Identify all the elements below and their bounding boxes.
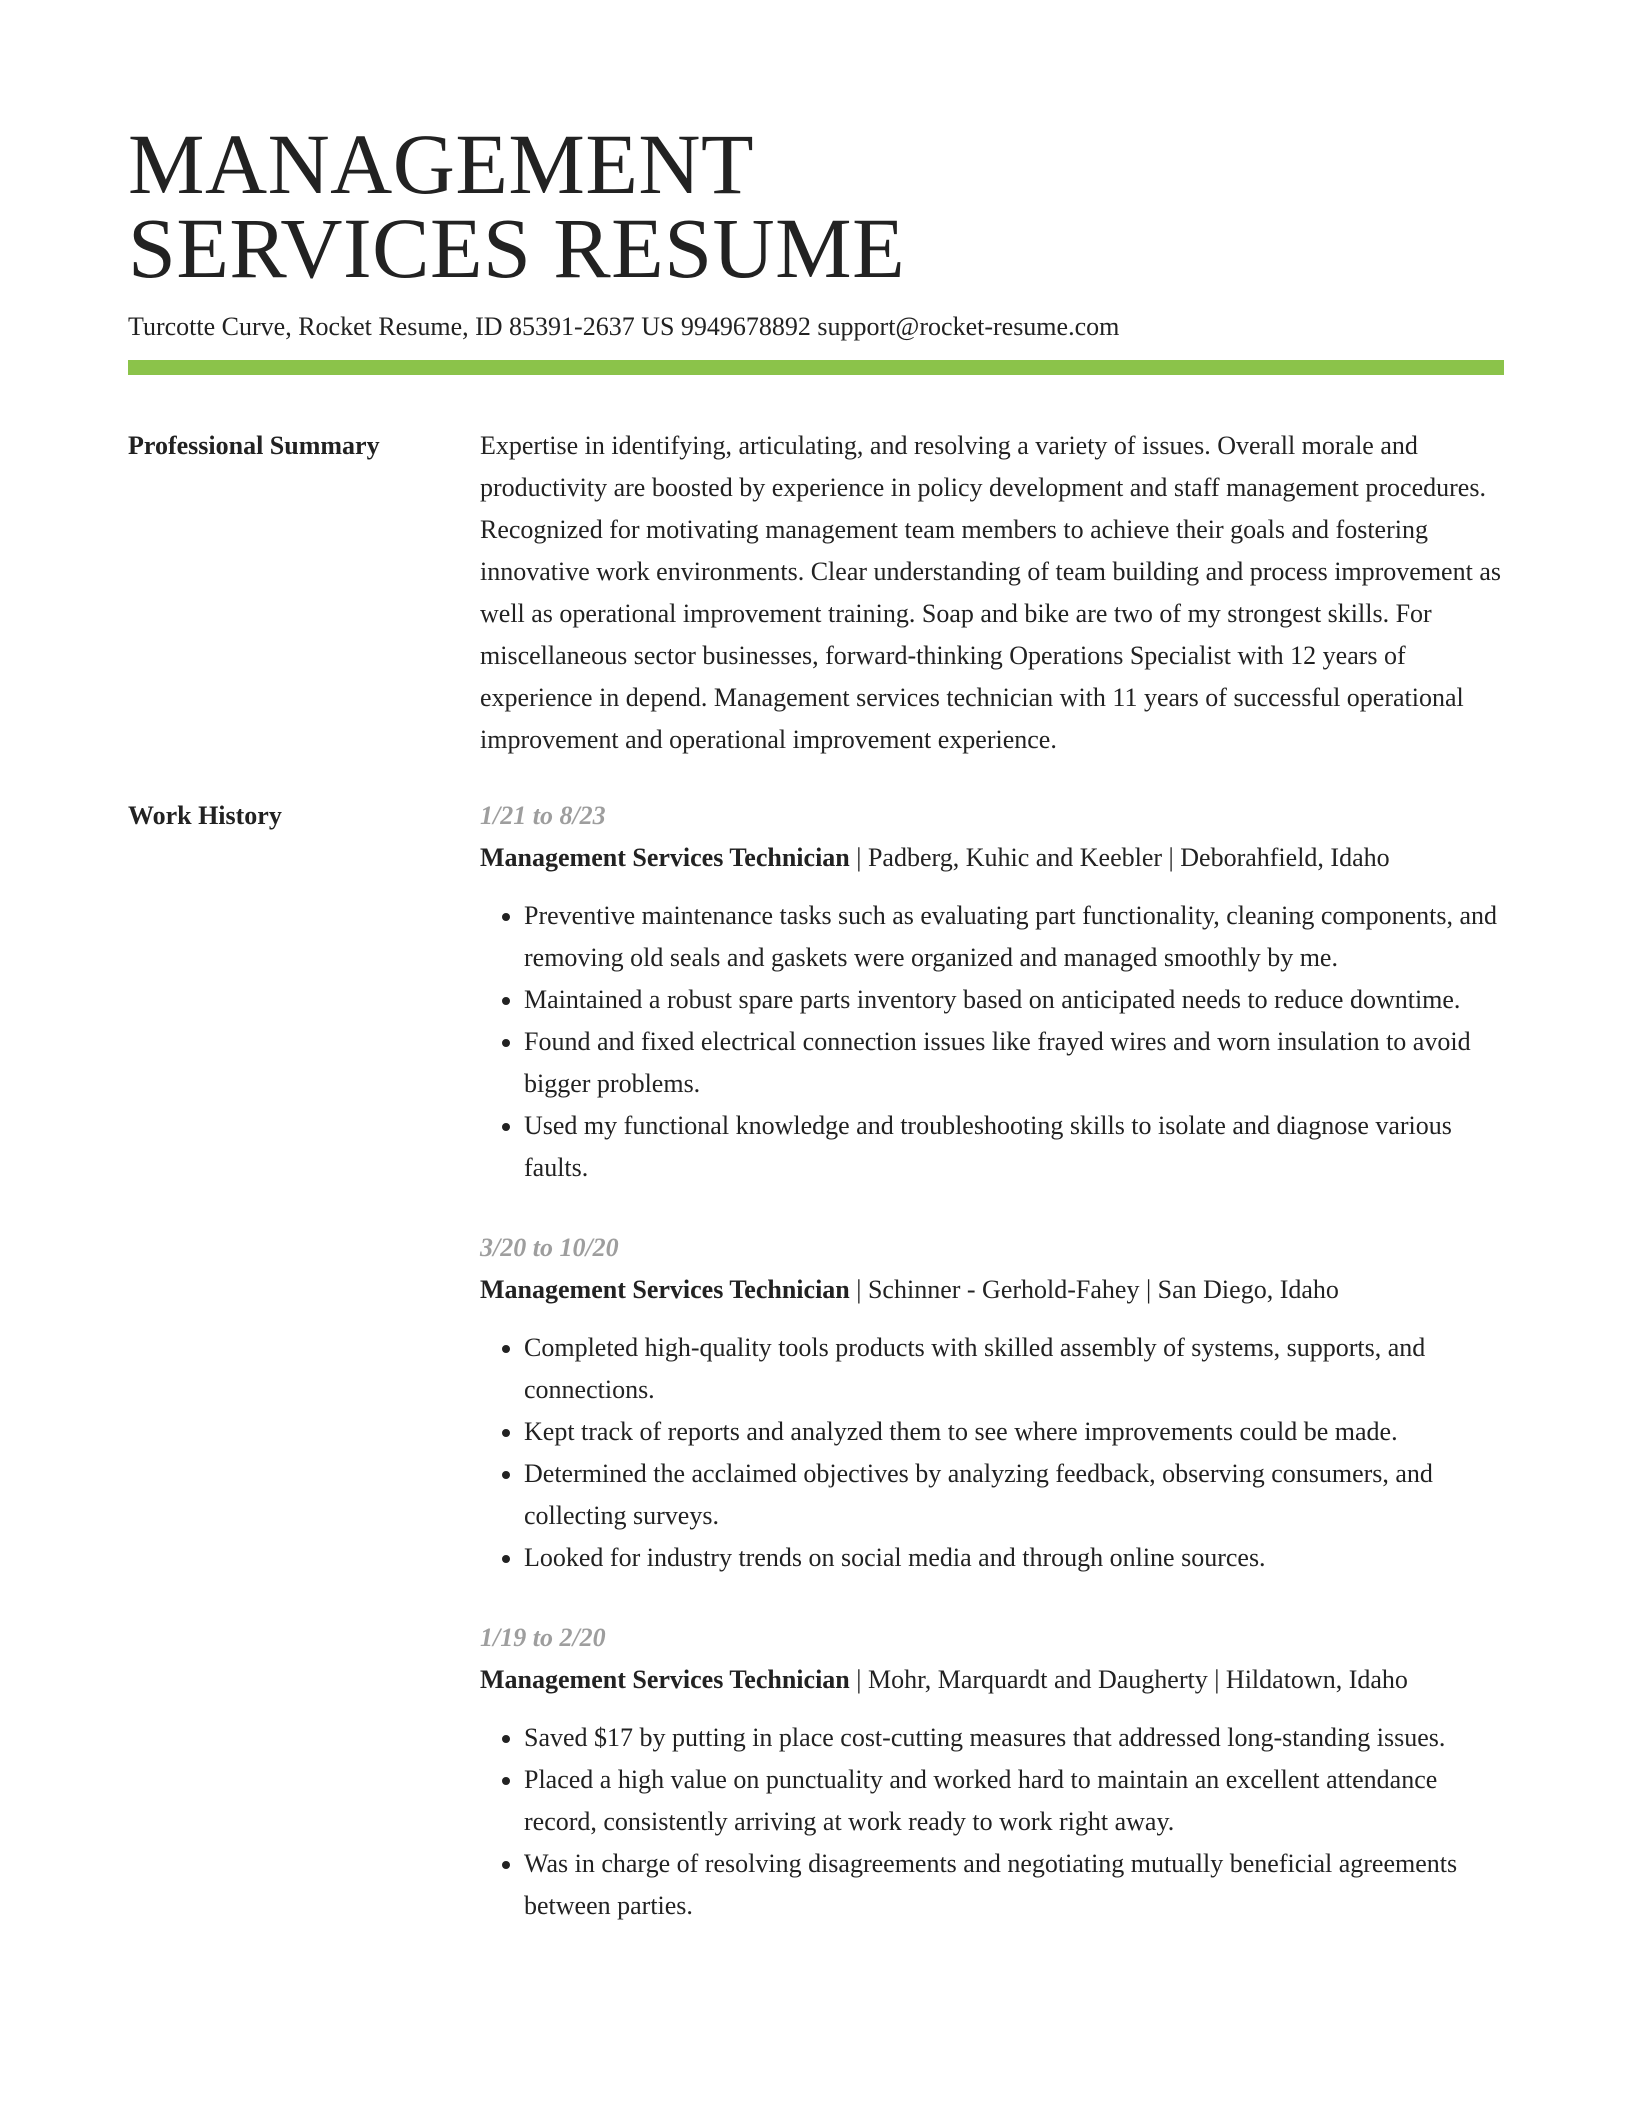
resume-title-line-1: MANAGEMENT (128, 116, 755, 212)
contact-info: Turcotte Curve, Rocket Resume, ID 85391-2637 US 9949678892 support@rocket-resume.com (128, 312, 1120, 341)
job-bullet: • Determined the acclaimed objectives by analyzing feedback, observing consumers, and collecting surveys. (524, 1453, 1504, 1537)
job-entry (480, 795, 1504, 1189)
job-bullet: • Was in charge of resolving disagreements and negotiating mutually beneficial agreements between parties. (524, 1843, 1504, 1927)
summary-body (480, 425, 1504, 761)
job-dates: 3/20 to 10/20 (480, 1233, 619, 1262)
job-company-location: | Schinner - Gerhold-Fahey | San Diego, Idaho (849, 1275, 1339, 1304)
job-bullet: • Maintained a robust spare parts inventory based on anticipated needs to reduce downtime. (524, 979, 1504, 1021)
job-bullets (480, 895, 1504, 1189)
job-company-location: | Mohr, Marquardt and Daugherty | Hildatown, Idaho (849, 1665, 1408, 1694)
job-bullets (480, 1327, 1504, 1579)
job-bullet: • Placed a high value on punctuality and worked hard to maintain an excellent attendance record, consistently arriving at work ready to work right away. (524, 1759, 1504, 1843)
job-dates: 1/19 to 2/20 (480, 1623, 606, 1652)
job-bullet: • Completed high-quality tools products with skilled assembly of systems, supports, and connections. (524, 1327, 1504, 1411)
work-history-body (480, 795, 1504, 1965)
job-bullet: • Found and fixed electrical connection issues like frayed wires and worn insulation to avoid bigger problems. (524, 1021, 1504, 1105)
job-entry (480, 1617, 1504, 1927)
section-label-work-history: Work History (128, 801, 282, 830)
resume-page (128, 116, 1504, 1965)
job-title: Management Services Technician (480, 1665, 850, 1694)
job-bullet: • Used my functional knowledge and troubleshooting skills to isolate and diagnose various faults. (524, 1105, 1504, 1189)
job-bullet: • Kept track of reports and analyzed them to see where improvements could be made. (524, 1411, 1504, 1453)
section-label-summary: Professional Summary (128, 431, 380, 460)
job-title: Management Services Technician (480, 1275, 850, 1304)
job-dates: 1/21 to 8/23 (480, 801, 606, 830)
header-divider (128, 360, 1504, 375)
job-title: Management Services Technician (480, 843, 850, 872)
job-bullet: • Preventive maintenance tasks such as evaluating part functionality, cleaning components, and removing old seals and gaskets were organized and managed smoothly by me. (524, 895, 1504, 979)
job-bullet: • Looked for industry trends on social media and through online sources. (524, 1537, 1504, 1579)
job-entry (480, 1227, 1504, 1579)
job-bullet: • Saved $17 by putting in place cost-cutting measures that addressed long-standing issues. (524, 1717, 1504, 1759)
professional-summary-section (128, 425, 1504, 761)
resume-title (128, 116, 1504, 296)
summary-text: Expertise in identifying, articulating, and resolving a variety of issues. Overall morale and productivity are boosted by experience in policy development and staff management procedures. Recognized for motivating management team members to achieve their goals and fostering innovative work environments. Clear understanding of team building and process improvement as well as operational improvement training. Soap and bike are two of my strongest skills. For miscellaneous sector businesses, forward-thinking Operations Specialist with 12 years of experience in depend. Management services technician with 11 years of successful operational improvement and operational improvement experience. (480, 431, 1501, 754)
resume-title-line-2: SERVICES RESUME (128, 200, 906, 296)
job-bullets (480, 1717, 1504, 1927)
job-heading (480, 1269, 1504, 1311)
job-heading (480, 837, 1504, 879)
job-company-location: | Padberg, Kuhic and Keebler | Deborahfield, Idaho (849, 843, 1390, 872)
work-history-section (128, 795, 1504, 1965)
job-heading (480, 1659, 1504, 1701)
